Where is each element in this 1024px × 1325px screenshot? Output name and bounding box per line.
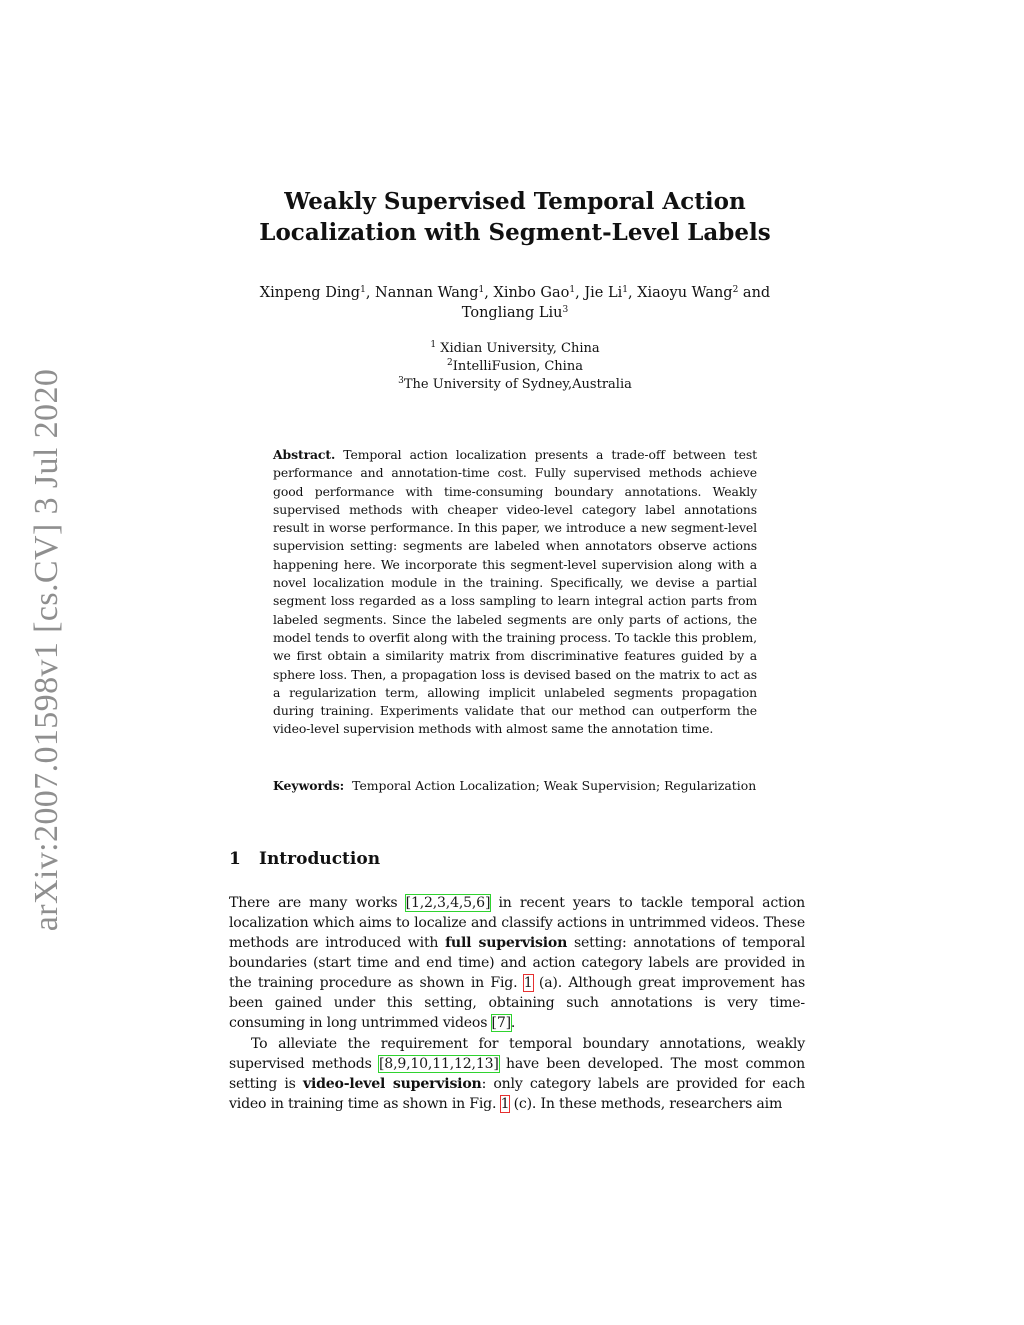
author-name: Xinpeng Ding [259, 285, 361, 301]
paragraph-text: There are many works [229, 895, 406, 911]
author-affil-sup: 1 [478, 285, 485, 295]
citation-link[interactable]: [7] [491, 1015, 511, 1031]
author-affil-sup: 1 [569, 285, 576, 295]
affiliation [230, 340, 800, 358]
title-line-1: Weakly Supervised Temporal Action [284, 188, 746, 215]
paragraph-text: (a). Although great improvement has been gained under this setting, obtaining such annotations is very time-consuming in long untrimmed videos [229, 975, 805, 1031]
author-name: , Jie Li [575, 285, 623, 301]
section-number: 1 [229, 849, 241, 869]
section-heading-introduction [229, 849, 380, 869]
abstract-text: Temporal action localization presents a trade-off between test performance and annotation-time cost. Fully supervised methods achieve good performance with time-consuming boundary annotations. Weakly supervised methods with cheaper video-level category label annotations result in worse performance. In this paper, we introduce a new segment-level supervision setting: segments are labeled when annotators observe actions happening here. We incorporate this segment-level supervision along with a novel localization module in the training. Specifically, we devise a partial segment loss regarded as a loss sampling to learn integral action parts from labeled segments. Since the labeled segments are only parts of actions, the model tends to overfit along with the training process. To tackle this problem, we first obtain a similarity matrix from discriminative features guided by a sphere loss. Then, a propagation loss is devised based on the matrix to act as a regularization term, allowing implicit unlabeled segments propagation during training. Experiments validate that our method can outperform the video-level supervision methods with almost same the annotation time. [273, 447, 758, 737]
intro-paragraph-2 [229, 1034, 805, 1114]
affiliation-text: IntelliFusion, China [452, 359, 583, 374]
author-name: , Nannan Wang [365, 285, 479, 301]
paper-title [230, 186, 800, 248]
citation-link[interactable]: [1,2,3,4,5,6] [405, 895, 491, 911]
author-line-2 [230, 303, 800, 323]
abstract [273, 446, 757, 739]
author-line-1 [230, 283, 800, 303]
paragraph-text: in recent years to tackle temporal action localization which aims to localize and classify actions in untrimmed videos. These methods are introduced with [229, 895, 805, 951]
affiliation-sup: 1 [430, 340, 437, 350]
abstract-label: Abstract. [273, 447, 336, 462]
keywords-label: Keywords: [273, 778, 345, 793]
keywords [273, 777, 757, 795]
figure-link[interactable]: 1 [500, 1096, 510, 1112]
affiliation-sup: 3 [398, 376, 404, 386]
author-name: , Xiaoyu Wang [627, 285, 733, 301]
affiliation [230, 376, 800, 394]
section-title: Introduction [259, 849, 381, 869]
author-conjunction: and [738, 285, 771, 301]
author-affil-sup: 3 [562, 305, 569, 315]
author-list [230, 283, 800, 323]
figure-link[interactable]: 1 [523, 975, 533, 991]
bold-term: video-level supervision [302, 1076, 482, 1092]
author-name: Tongliang Liu [461, 305, 563, 321]
keywords-text: Temporal Action Localization; Weak Supervision; Regularization [352, 778, 757, 793]
author-affil-sup: 1 [622, 285, 628, 295]
paragraph-text: To alleviate the requirement for temporal boundary annotations, weakly supervised methods [229, 1036, 805, 1072]
intro-paragraph-1 [229, 893, 805, 1033]
paragraph-text: (c). In these methods, researchers aim [509, 1096, 783, 1112]
affiliation-list [230, 340, 800, 394]
affiliation-text: Xidian University, China [436, 341, 600, 356]
paragraph-text: : only category labels are provided for each video in training time as shown in Fig. [229, 1076, 805, 1112]
affiliation-text: The University of Sydney,Australia [403, 377, 632, 392]
title-line-2: Localization with Segment-Level Labels [259, 219, 771, 246]
citation-link[interactable]: [8,9,10,11,12,13] [379, 1056, 499, 1072]
affiliation [230, 358, 800, 376]
arxiv-stamp: arXiv:2007.01598v1 [cs.CV] 3 Jul 2020 [28, 368, 65, 932]
author-name: , Xinbo Gao [484, 285, 570, 301]
paragraph-text: . [510, 1015, 516, 1031]
paragraph-text: setting: annotations of temporal boundaries (start time and end time) and action category labels are provided in the training procedure as shown in Fig. [229, 935, 805, 991]
affiliation-sup: 2 [447, 358, 453, 368]
author-affil-sup: 2 [732, 285, 739, 295]
bold-term: full supervision [445, 935, 568, 951]
author-affil-sup: 1 [360, 285, 366, 295]
paragraph-text: have been developed. The most common setting is [229, 1056, 805, 1092]
